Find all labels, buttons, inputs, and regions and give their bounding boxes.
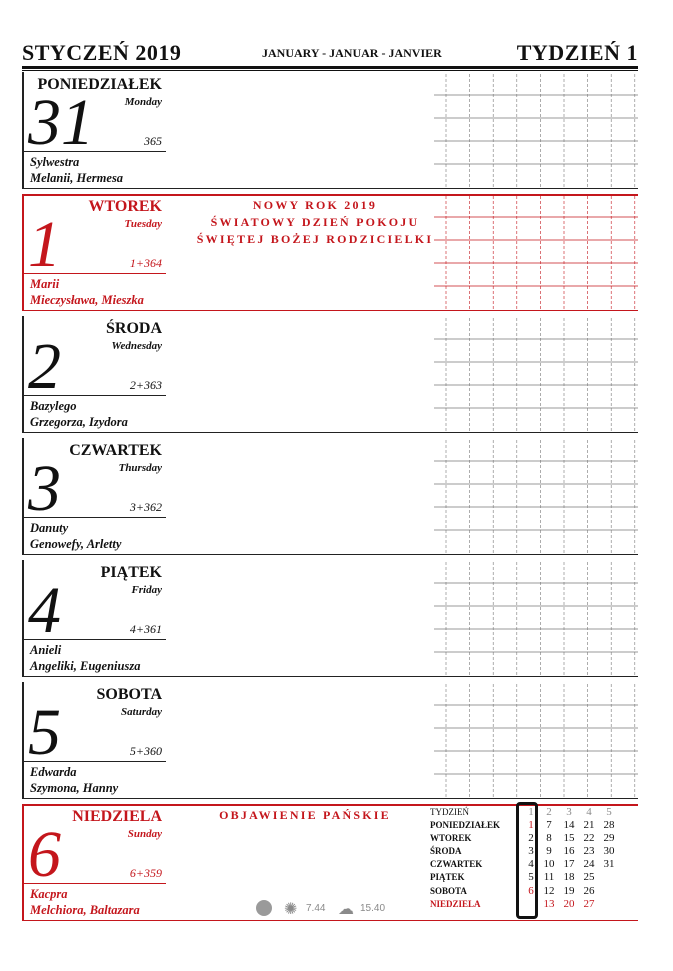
month-title: STYCZEŃ 2019 — [22, 40, 182, 65]
day-block-friday — [22, 560, 638, 677]
day-number: 6 — [28, 818, 61, 891]
day-name: CZWARTEK — [69, 442, 162, 459]
sunrise-time: 7.44 — [306, 903, 326, 914]
notes-grid — [434, 438, 638, 554]
day-count: 4+361 — [129, 622, 162, 636]
day-number: 2 — [28, 330, 61, 403]
name-day-secondary: Mieczysława, Mieszka — [30, 293, 144, 307]
sunrise-icon: ✺ — [284, 901, 298, 918]
day-block-monday — [22, 72, 638, 189]
mini-calendar-week-column — [600, 806, 618, 871]
sun-times — [256, 897, 456, 919]
day-name-en: Thursday — [118, 462, 162, 474]
sunset-icon: ☁ — [338, 901, 354, 918]
day-number: 5 — [28, 696, 61, 769]
day-name-en: Sunday — [127, 828, 162, 840]
mini-calendar-week-column — [580, 806, 598, 911]
name-day-primary: Danuty — [30, 521, 69, 535]
notes-grid — [434, 194, 638, 310]
date-cell: 17 — [563, 858, 575, 871]
day-name-en: Saturday — [121, 706, 162, 718]
date-cell: 7 — [546, 819, 552, 832]
name-day-primary: Edwarda — [30, 765, 77, 779]
day-block-tuesday — [22, 194, 638, 311]
date-cell: 19 — [563, 884, 575, 897]
mini-label-day: PIĄTEK — [430, 872, 465, 883]
date-cell: 31 — [603, 858, 615, 871]
day-name: NIEDZIELA — [72, 808, 162, 825]
day-number: 31 — [28, 86, 94, 159]
holiday-label: ŚWIATOWY DZIEŃ POKOJU — [210, 215, 420, 229]
date-cell: 3 — [528, 845, 534, 858]
header-rule-thick — [22, 66, 638, 69]
day-count: 2+363 — [129, 378, 162, 392]
mini-label-day: NIEDZIELA — [430, 898, 481, 909]
date-cell: 24 — [583, 858, 595, 871]
date-cell: 21 — [583, 819, 595, 832]
week-number: 3 — [566, 806, 572, 818]
date-cell: 29 — [603, 832, 615, 845]
date-cell: 14 — [563, 819, 575, 832]
day-block-saturday — [22, 682, 638, 799]
mini-label-day: CZWARTEK — [430, 859, 483, 870]
date-cell: 30 — [603, 845, 615, 858]
date-cell: 2 — [528, 832, 534, 845]
day-count: 6+359 — [129, 866, 162, 880]
name-day-secondary: Szymona, Hanny — [30, 781, 119, 795]
date-cell: 20 — [563, 897, 575, 910]
name-day-secondary: Grzegorza, Izydora — [30, 415, 128, 429]
date-cell: 1 — [528, 819, 534, 832]
day-name: SOBOTA — [96, 686, 162, 703]
date-cell: 18 — [563, 871, 575, 884]
name-day-secondary: Genowefy, Arletty — [30, 537, 122, 551]
name-day-primary: Marii — [30, 277, 60, 291]
date-cell: 8 — [546, 832, 552, 845]
name-day-secondary: Angeliki, Eugeniusza — [30, 659, 141, 673]
day-name: ŚRODA — [105, 320, 162, 337]
holiday-label: OBJAWIENIE PAŃSKIE — [219, 808, 391, 822]
name-day-primary: Bazylego — [30, 399, 77, 413]
mini-label-day: ŚRODA — [430, 846, 462, 857]
mini-calendar-week-column — [540, 806, 558, 911]
mini-label-day: SOBOTA — [430, 885, 467, 896]
name-day-primary: Kacpra — [30, 887, 68, 901]
day-block-thursday — [22, 438, 638, 555]
mini-label-day: PONIEDZIAŁEK — [430, 820, 501, 831]
day-name-en: Monday — [124, 96, 162, 108]
day-number: 3 — [28, 452, 61, 525]
day-number: 4 — [28, 574, 61, 647]
date-cell: 11 — [543, 871, 555, 884]
date-cell: 6 — [528, 884, 534, 897]
holiday-label: ŚWIĘTEJ BOŻEJ RODZICIELKI — [196, 232, 434, 246]
day-block-wednesday — [22, 316, 638, 433]
date-cell: 9 — [546, 845, 552, 858]
date-cell: 12 — [543, 884, 555, 897]
mini-calendar-week-column — [560, 806, 578, 911]
sunset-time: 15.40 — [360, 903, 386, 914]
notes-grid — [434, 682, 638, 798]
name-day-primary: Sylwestra — [30, 155, 80, 169]
week-number: 2 — [546, 806, 552, 818]
day-name: PONIEDZIAŁEK — [37, 76, 162, 93]
week-number: 4 — [586, 806, 592, 818]
day-name: WTOREK — [88, 198, 162, 215]
date-cell: 16 — [563, 845, 575, 858]
date-cell: 10 — [543, 858, 555, 871]
date-cell: 15 — [563, 832, 575, 845]
month-translations: JANUARY - JANUAR - JANVIER — [262, 46, 442, 60]
day-name-en: Wednesday — [111, 340, 162, 352]
name-day-primary: Anieli — [30, 643, 62, 657]
date-cell: 22 — [583, 832, 595, 845]
day-number: 1 — [28, 208, 61, 281]
date-cell: 23 — [583, 845, 595, 858]
week-number: 5 — [606, 806, 612, 818]
date-cell: 13 — [543, 897, 555, 910]
day-name-en: Friday — [131, 584, 162, 596]
day-count: 365 — [144, 134, 162, 148]
day-count: 3+362 — [129, 500, 162, 514]
date-cell: 28 — [603, 819, 615, 832]
date-cell: 26 — [583, 884, 595, 897]
date-cell: 27 — [583, 897, 595, 910]
day-count: 1+364 — [129, 256, 162, 270]
mini-label-week: TYDZIEŃ — [430, 807, 469, 817]
moon-phase-icon — [256, 900, 272, 916]
holiday-label: NOWY ROK 2019 — [252, 198, 378, 212]
name-day-secondary: Melanii, Hermesa — [30, 171, 124, 185]
mini-calendar-labels — [430, 806, 500, 911]
day-count: 5+360 — [129, 744, 162, 758]
date-cell: 5 — [528, 871, 534, 884]
notes-grid — [434, 72, 638, 188]
mini-label-day: WTOREK — [430, 833, 472, 844]
date-cell: 4 — [528, 858, 534, 871]
header-rule-thin — [22, 70, 638, 71]
page-header — [22, 40, 638, 66]
name-day-secondary: Melchiora, Baltazara — [30, 903, 140, 917]
notes-grid — [434, 316, 638, 432]
week-title: TYDZIEŃ 1 — [516, 40, 638, 65]
mini-month-calendar — [430, 806, 640, 918]
mini-calendar-week-column — [522, 806, 540, 898]
notes-grid — [434, 560, 638, 676]
day-name-en: Tuesday — [124, 218, 162, 230]
day-name: PIĄTEK — [100, 564, 162, 581]
date-cell: 25 — [583, 871, 595, 884]
week-number: 1 — [528, 806, 534, 818]
